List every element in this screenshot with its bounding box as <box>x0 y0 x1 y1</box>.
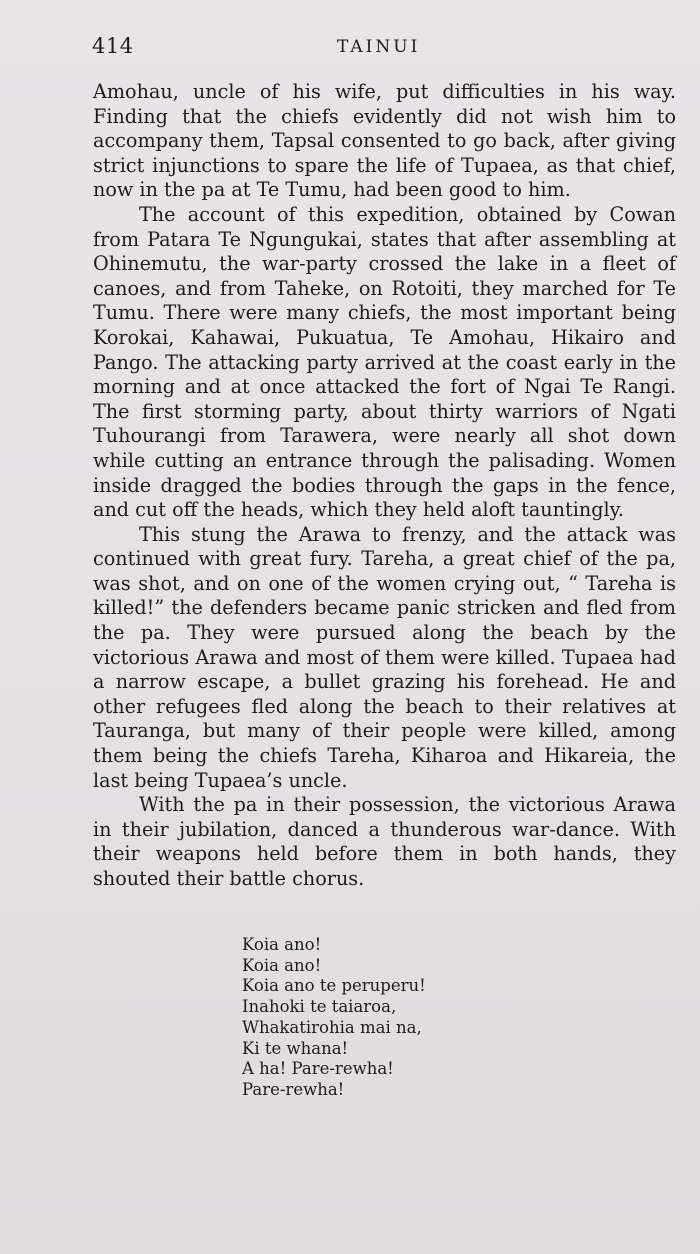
verse-line: A ha! Pare-rewha! <box>242 1059 394 1079</box>
verse-line: Ki te whana! <box>242 1038 349 1058</box>
paragraph: With the pa in their possession, the victorious Arawa in their jubilation, danced a thunderous war-dance. With their weapons held before them in both hands, they shouted their battle chorus. <box>93 793 676 890</box>
paragraph: This stung the Arawa to frenzy, and the attack was continued with great fury. Tareha, a great chief of the pa, was shot, and on one of the women crying out, “ Tareha is killed!” the defenders became panic stricken and fled from the pa. They were pursued along the beach by the victorious Arawa and most of them were killed. Tupaea had a narrow escape, a bullet grazing his forehead. He and other refugees fled along the beach to their relatives at Tauranga, but many of their people were killed, among them being the chiefs Tareha, Kiharoa and Hikareia, the last being Tupaea’s uncle. <box>93 522 676 792</box>
verse-line: Inahoki te taiaroa, <box>242 997 397 1017</box>
battle-chorus-verse <box>242 935 426 1101</box>
verse-line: Koia ano te peruperu! <box>242 976 426 996</box>
page-number: 414 <box>92 34 134 58</box>
verse-line: Koia ano! <box>242 935 322 954</box>
paragraph: Amohau, uncle of his wife, put difficulties in his way. Finding that the chiefs evidently did not wish him to accompany them, Tapsal consented to go back, after giving strict injunctions to spare the life of Tupaea, as that chief, now in the pa at Te Tumu, had been good to him. <box>93 80 676 202</box>
running-title: TAINUI <box>337 37 421 57</box>
verse-line: Pare-rewha! <box>242 1079 345 1099</box>
paragraph: The account of this expedition, obtained by Cowan from Patara Te Ngungukai, states that after assembling at Ohinemutu, the war-party crossed the lake in a fleet of canoes, and from Taheke, on Rotoiti, they marched for Te Tumu. There were many chiefs, the most important being Korokai, Kahawai, Pukuatua, Te Amohau, Hikairo and Pango. The attacking party arrived at the coast early in the morning and at once attacked the fort of Ngai Te Rangi. The first storming party, about thirty warriors of Ngati Tuhourangi from Tarawera, were nearly all shot down while cutting an entrance through the palisading. Women inside dragged the bodies through the gaps in the fence, and cut off the heads, which they held aloft tauntingly. <box>93 202 676 522</box>
verse-line: Whakatirohia mai na, <box>242 1017 422 1037</box>
verse-line: Koia ano! <box>242 955 322 975</box>
running-head <box>92 34 676 64</box>
body-text <box>93 80 676 892</box>
